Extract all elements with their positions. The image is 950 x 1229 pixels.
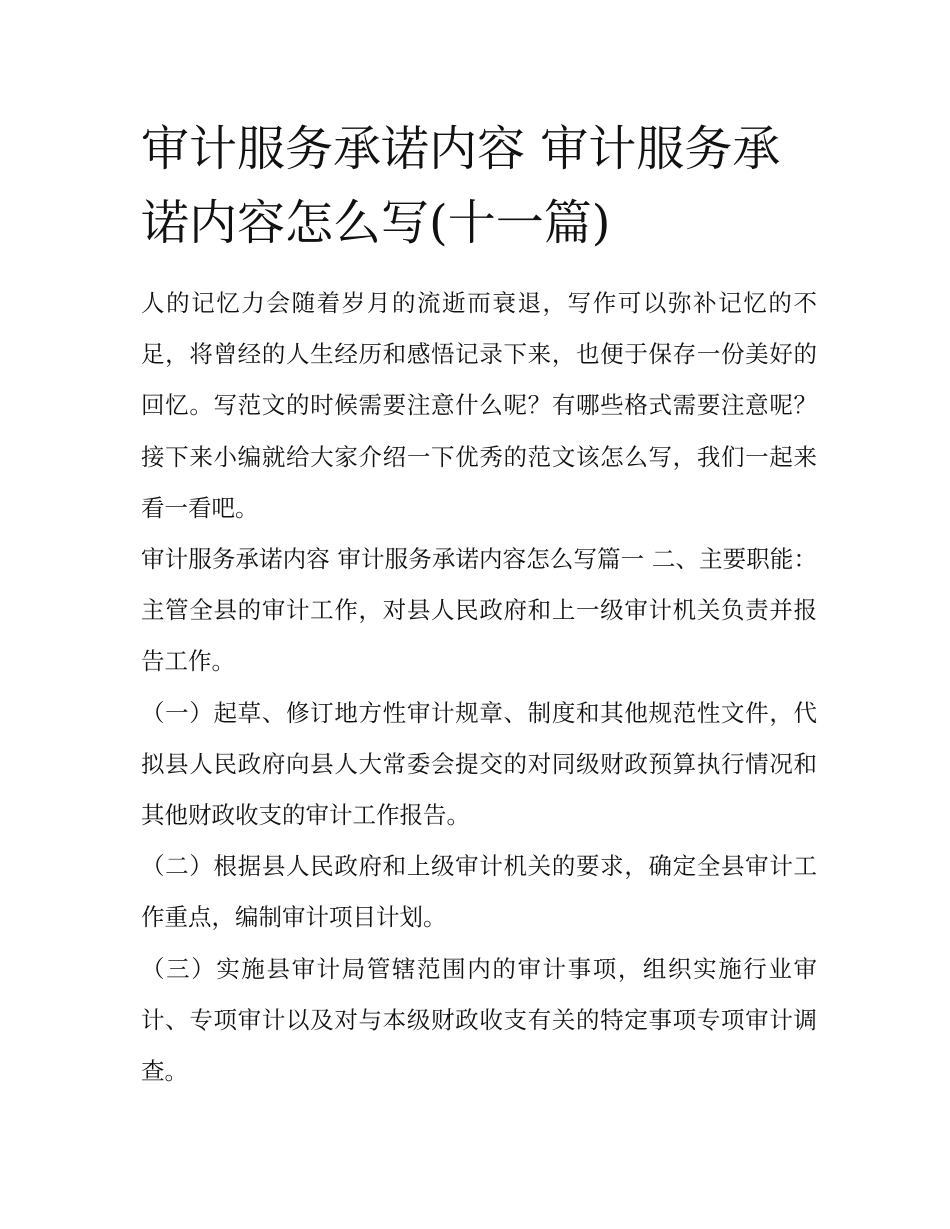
paragraph-item-2: （二）根据县人民政府和上级审计机关的要求，确定全县审计工作重点，编制审计项目计划。 (141, 852, 817, 932)
document-title: 审计服务承诺内容 审计服务承诺内容怎么写(十一篇) (141, 121, 781, 251)
paragraph-item-1: （一）起草、修订地方性审计规章、制度和其他规范性文件，代拟县人民政府向县人大常委会提交的对同级财政预算执行情况和其他财政收支的审计工作报告。 (141, 698, 817, 830)
paragraph-main-functions: 审计服务承诺内容 审计服务承诺内容怎么写篇一 二、主要职能：主管全县的审计工作，对县人民政府和上一级审计机关负责并报告工作。 (141, 545, 817, 676)
document-body (141, 278, 817, 1097)
paragraph-intro: 人的记忆力会随着岁月的流逝而衰退，写作可以弥补记忆的不足，将曾经的人生经历和感悟记录下来，也便于保存一份美好的回忆。写范文的时候需要注意什么呢？有哪些格式需要注意呢？接下来小编就给大家介绍一下优秀的范文该怎么写，我们一起来看一看吧。 (141, 289, 817, 522)
paragraph-item-3: （三）实施县审计局管辖范围内的审计事项，组织实施行业审计、专项审计以及对与本级财政收支有关的特定事项专项审计调查。 (141, 954, 817, 1086)
